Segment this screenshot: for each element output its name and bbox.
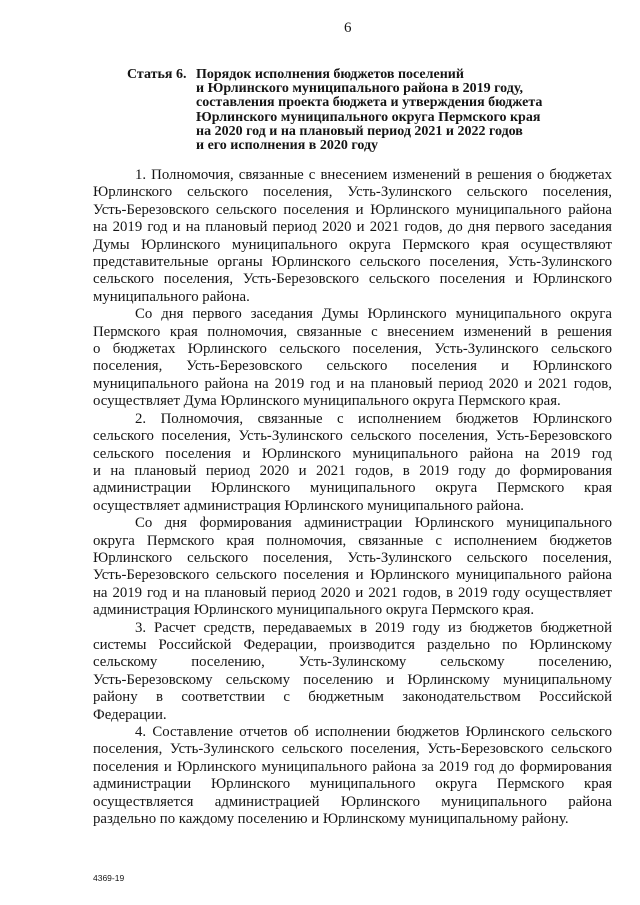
article-title-line: составления проекта бюджета и утверждения бюджета — [196, 95, 543, 111]
text-line: представительные органы Юрлинского сельского поселения, Усть-Зулинского — [93, 254, 612, 271]
text-line: сельского поселения, Усть-Березовского сельского поселения и Юрлинского — [93, 271, 612, 288]
text-line: Со дня формирования администрации Юрлинского муниципального — [135, 515, 612, 532]
text-line: и на плановый период 2020 и 2021 годов, в 2019 году до формирования — [93, 462, 612, 479]
text-line: 4. Составление отчетов об исполнении бюджетов Юрлинского сельского — [135, 724, 612, 740]
text-line: 3. Расчет средств, передаваемых в 2019 году из бюджетов бюджетной — [135, 619, 612, 636]
paragraph-6 — [93, 724, 612, 828]
text-line: администрации Юрлинского муниципального округа Пермского края — [93, 776, 612, 793]
text-line: поселения и Юрлинского муниципального района за 2019 год до формирования — [93, 758, 612, 775]
text-line: 2. Полномочия, связанные с исполнением бюджетов Юрлинского — [135, 410, 612, 427]
text-line: осуществляет администрация Юрлинского муниципального района. — [93, 497, 524, 514]
article-title-line: Порядок исполнения бюджетов поселений — [196, 67, 464, 82]
text-line: Усть-Березовского сельского поселения и Юрлинского муниципального района — [93, 567, 612, 584]
text-line: поселения, Усть-Березовского сельского поселения и Юрлинского — [93, 358, 612, 375]
article-label: Статья 6. — [127, 67, 187, 82]
text-line: администрация Юрлинского муниципального округа Пермского края. — [93, 602, 535, 619]
text-line: осуществляется администрацией Юрлинского муниципального района — [93, 793, 612, 810]
text-line: раздельно по каждому поселению и Юрлинскому муниципальному району. — [93, 811, 569, 828]
text-line: сельского поселения, Усть-Зулинского сельского поселения, Усть-Березовского — [93, 428, 612, 445]
article-title — [196, 68, 542, 153]
text-line: системы Российской Федерации, производится раздельно по Юрлинскому — [93, 636, 612, 653]
text-line: осуществляет Дума Юрлинского муниципального округа Пермского края. — [93, 393, 561, 410]
paragraph-1 — [93, 167, 612, 306]
article-title-line: и его исполнения в 2020 году — [196, 138, 379, 154]
paragraph-4 — [93, 515, 612, 619]
text-line: району в соответствии с бюджетным законодательством Российской — [93, 689, 612, 706]
text-line: Усть-Березовскому сельскому поселению и Юрлинскому муниципальному — [93, 671, 612, 688]
article-body — [93, 167, 612, 828]
text-line: Со дня первого заседания Думы Юрлинского муниципального округа — [135, 306, 612, 323]
text-line: муниципального района. — [93, 288, 250, 305]
text-line: администрации Юрлинского муниципального округа Пермского края — [93, 480, 612, 497]
page-number: 6 — [344, 20, 352, 36]
article-title-line: Юрлинского муниципального округа Пермского края — [196, 109, 541, 125]
article-title-line: и Юрлинского муниципального района в 2019 году, — [196, 81, 523, 97]
text-line: округа Пермского края полномочия, связанные с исполнением бюджетов — [93, 532, 612, 549]
text-line: сельского поселения и Юрлинского муниципального района на 2019 год — [93, 445, 612, 462]
text-line: о бюджетах Юрлинского сельского поселения, Усть-Зулинского сельского — [93, 341, 612, 358]
text-line: поселения, Усть-Зулинского сельского поселения, Усть-Березовского сельского — [93, 741, 612, 758]
text-line: на 2019 год и на плановый период 2020 и 2021 годов, до дня первого заседания — [93, 219, 612, 236]
paragraph-5 — [93, 620, 612, 724]
paragraph-3 — [93, 411, 612, 515]
text-line: 1. Полномочия, связанные с внесением изменений в решения о бюджетах — [135, 167, 612, 183]
text-line: на 2019 год и на плановый период 2020 и 2021 годов, в 2019 году осуществляет — [93, 584, 612, 601]
article-title-line: на 2020 год и на плановый период 2021 и 2022 годов — [196, 123, 523, 139]
paragraph-2 — [93, 306, 612, 410]
article-heading — [127, 68, 542, 153]
text-line: Усть-Березовского сельского поселения и Юрлинского муниципального района — [93, 201, 612, 218]
text-line: Пермского края полномочия, связанные с внесением изменений в решения — [93, 323, 612, 340]
text-line: муниципального района на 2019 год и на плановый период 2020 и 2021 годов, — [93, 375, 612, 392]
text-line: сельскому поселению, Усть-Зулинскому сельскому поселению, — [93, 654, 612, 671]
text-line: Федерации. — [93, 706, 167, 723]
text-line: Юрлинского сельского поселения, Усть-Зулинского сельского поселения, — [93, 184, 612, 201]
text-line: Юрлинского сельского поселения, Усть-Зулинского сельского поселения, — [93, 549, 612, 566]
document-code: 4369-19 — [93, 873, 125, 883]
text-line: Думы Юрлинского муниципального округа Пермского края осуществляют — [93, 236, 612, 253]
